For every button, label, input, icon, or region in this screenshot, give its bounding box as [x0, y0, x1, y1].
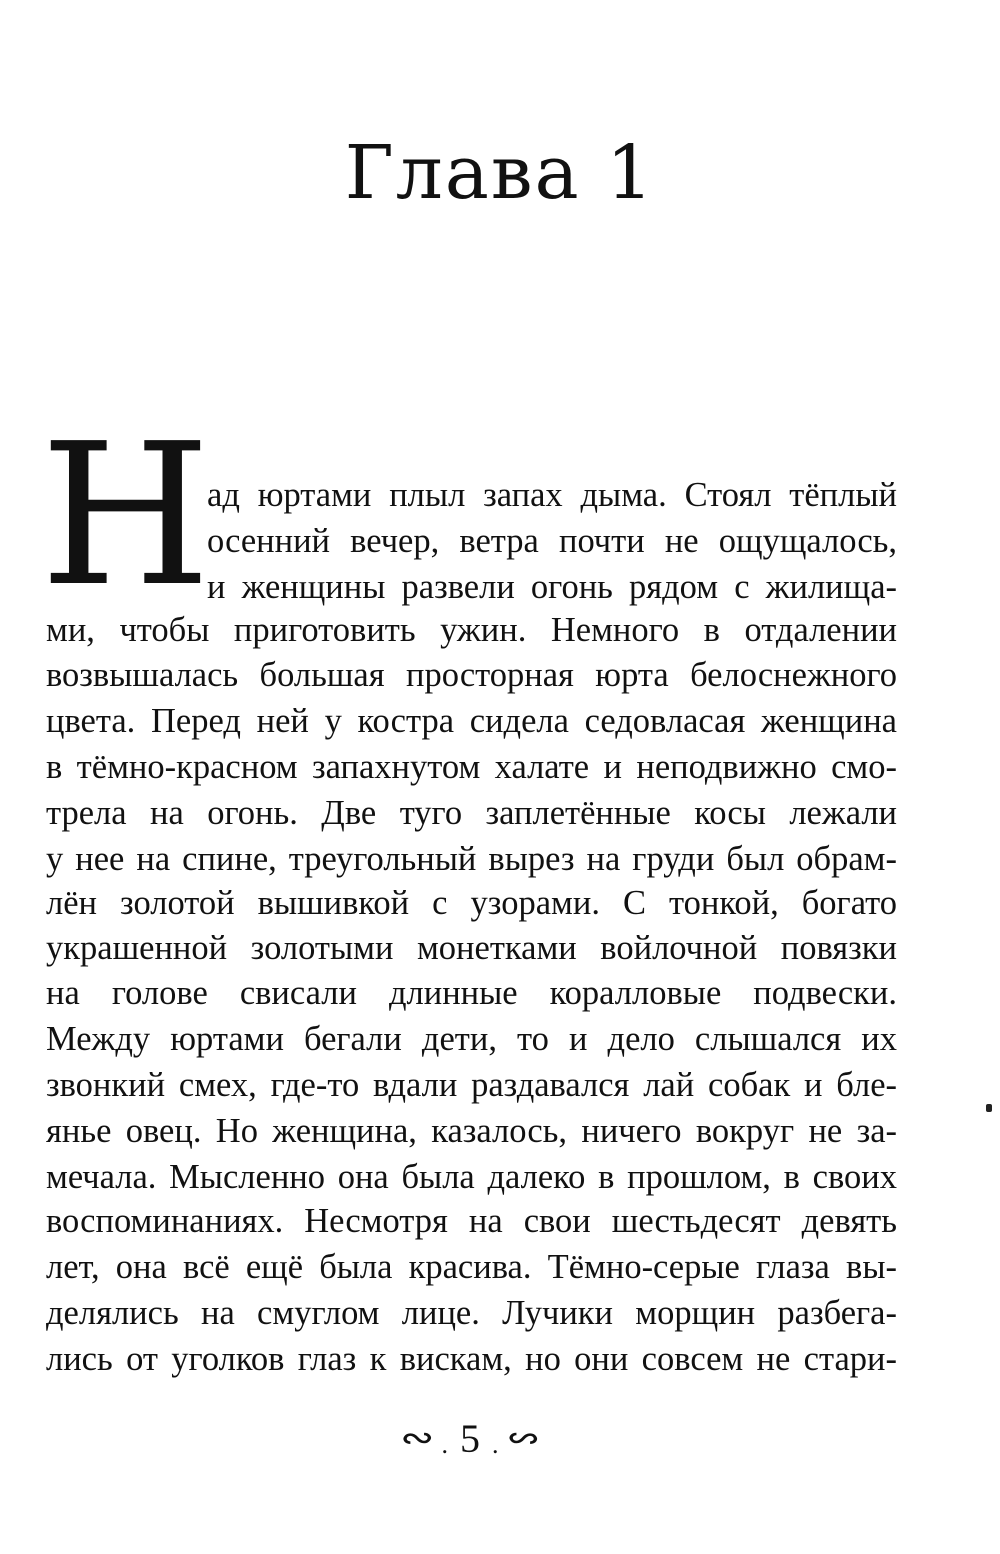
paragraph-line: лён золотой вышивкой с узорами. С тонкой, богато — [46, 884, 897, 922]
paragraph-line: цвета. Перед ней у костра сидела седовласая женщина — [46, 702, 897, 740]
paragraph-line: Между юртами бегали дети, то и дело слышался их — [46, 1020, 897, 1058]
paragraph-line: украшенной золотыми монетками войлочной повязки — [46, 929, 897, 967]
paragraph-line: трела на огонь. Две туго заплетённые косы лежали — [46, 794, 897, 832]
drop-cap-letter: Н — [40, 402, 211, 630]
paragraph-line: воспоминаниях. Несмотря на свои шестьдесят девять — [46, 1202, 897, 1240]
page-number: 5 — [460, 1416, 480, 1461]
paragraph-line: ад юртами плыл запах дыма. Стоял тёплый — [207, 476, 897, 514]
paragraph-line: в тёмно-красном запахнутом халате и неподвижно смо- — [46, 748, 897, 786]
paragraph-line: лет, она всё ещё была красива. Тёмно-серые глаза вы- — [46, 1248, 897, 1286]
paragraph-line: и женщины развели огонь рядом с жилища- — [207, 568, 897, 606]
paragraph-line: звонкий смех, где-то вдали раздавался лай собак и бле- — [46, 1066, 897, 1104]
scan-speck — [986, 1104, 992, 1112]
paragraph-line: на голове свисали длинные коралловые подвески. — [46, 974, 897, 1012]
paragraph-line: ми, чтобы приготовить ужин. Немного в отдалении — [46, 611, 897, 649]
paragraph-line: мечала. Мысленно она была далеко в прошлом, в своих — [46, 1158, 897, 1196]
chapter-title: Глава 1 — [344, 130, 656, 216]
paragraph-line: делялись на смуглом лице. Лучики морщин разбега- — [46, 1294, 897, 1332]
paragraph-line: у нее на спине, треугольный вырез на груди был обрам- — [46, 840, 897, 878]
paragraph-line: лись от уголков глаз к вискам, но они совсем не стари- — [46, 1340, 897, 1378]
folio-dot: . — [492, 1430, 499, 1459]
ornament-left-icon: ∾ — [400, 1420, 435, 1457]
paragraph-line: возвышалась большая просторная юрта белоснежного — [46, 656, 897, 694]
paragraph-line: янье овец. Но женщина, казалось, ничего вокруг не за- — [46, 1112, 897, 1150]
page-footer — [360, 1412, 580, 1466]
folio-dot: . — [441, 1430, 448, 1459]
paragraph-line: осенний вечер, ветра почти не ощущалось, — [207, 522, 897, 560]
ornament-right-icon: ∾ — [505, 1420, 540, 1457]
